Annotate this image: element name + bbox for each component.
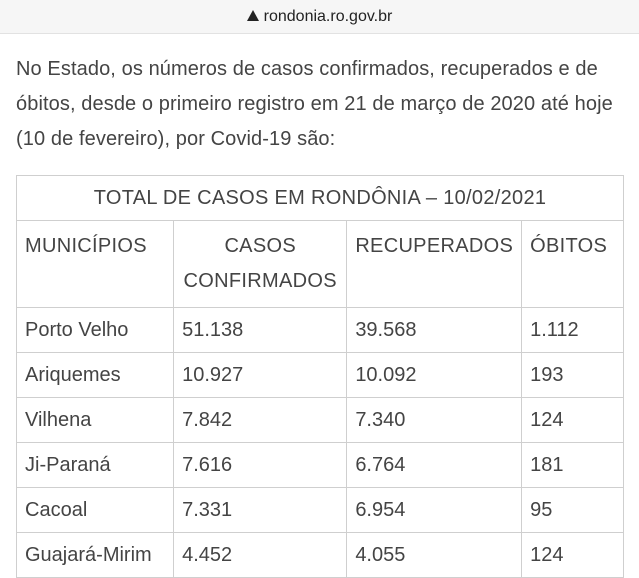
header-municipios: MUNICÍPIOS	[17, 221, 174, 308]
header-obitos: ÓBITOS	[522, 221, 624, 308]
cell-obitos: 95	[522, 488, 624, 533]
warning-triangle-icon	[247, 10, 259, 21]
cell-recuperados: 4.055	[347, 533, 522, 578]
browser-address-bar[interactable]	[0, 0, 639, 34]
cell-recuperados: 6.764	[347, 443, 522, 488]
table-row	[17, 353, 624, 398]
cell-confirmados: 10.927	[174, 353, 347, 398]
cell-obitos: 193	[522, 353, 624, 398]
table-row	[17, 533, 624, 578]
cell-municipio: Porto Velho	[17, 308, 174, 353]
cell-municipio: Ji-Paraná	[17, 443, 174, 488]
article-content	[16, 52, 621, 157]
cell-confirmados: 4.452	[174, 533, 347, 578]
cell-recuperados: 10.092	[347, 353, 522, 398]
header-recuperados: RECUPERADOS	[347, 221, 522, 308]
cell-confirmados: 7.616	[174, 443, 347, 488]
table-title: TOTAL DE CASOS EM RONDÔNIA – 10/02/2021	[17, 176, 624, 221]
header-casos-confirmados: CASOS CONFIRMADOS	[174, 221, 347, 308]
cell-confirmados: 7.842	[174, 398, 347, 443]
covid-cases-table	[16, 175, 624, 578]
cell-municipio: Guajará-Mirim	[17, 533, 174, 578]
url-text[interactable]: rondonia.ro.gov.br	[263, 7, 393, 25]
cell-confirmados: 7.331	[174, 488, 347, 533]
table-row	[17, 398, 624, 443]
cell-recuperados: 6.954	[347, 488, 522, 533]
intro-paragraph: No Estado, os números de casos confirmados, recuperados e de óbitos, desde o primeiro registro em 21 de março de 2020 até hoje (10 de fevereiro), por Covid-19 são:	[16, 58, 613, 150]
table-row	[17, 308, 624, 353]
cell-obitos: 124	[522, 533, 624, 578]
cell-municipio: Ariquemes	[17, 353, 174, 398]
table-row	[17, 443, 624, 488]
cell-recuperados: 7.340	[347, 398, 522, 443]
cell-obitos: 181	[522, 443, 624, 488]
cell-recuperados: 39.568	[347, 308, 522, 353]
table-row	[17, 488, 624, 533]
cell-obitos: 124	[522, 398, 624, 443]
cell-obitos: 1.112	[522, 308, 624, 353]
cell-confirmados: 51.138	[174, 308, 347, 353]
cell-municipio: Cacoal	[17, 488, 174, 533]
cell-municipio: Vilhena	[17, 398, 174, 443]
